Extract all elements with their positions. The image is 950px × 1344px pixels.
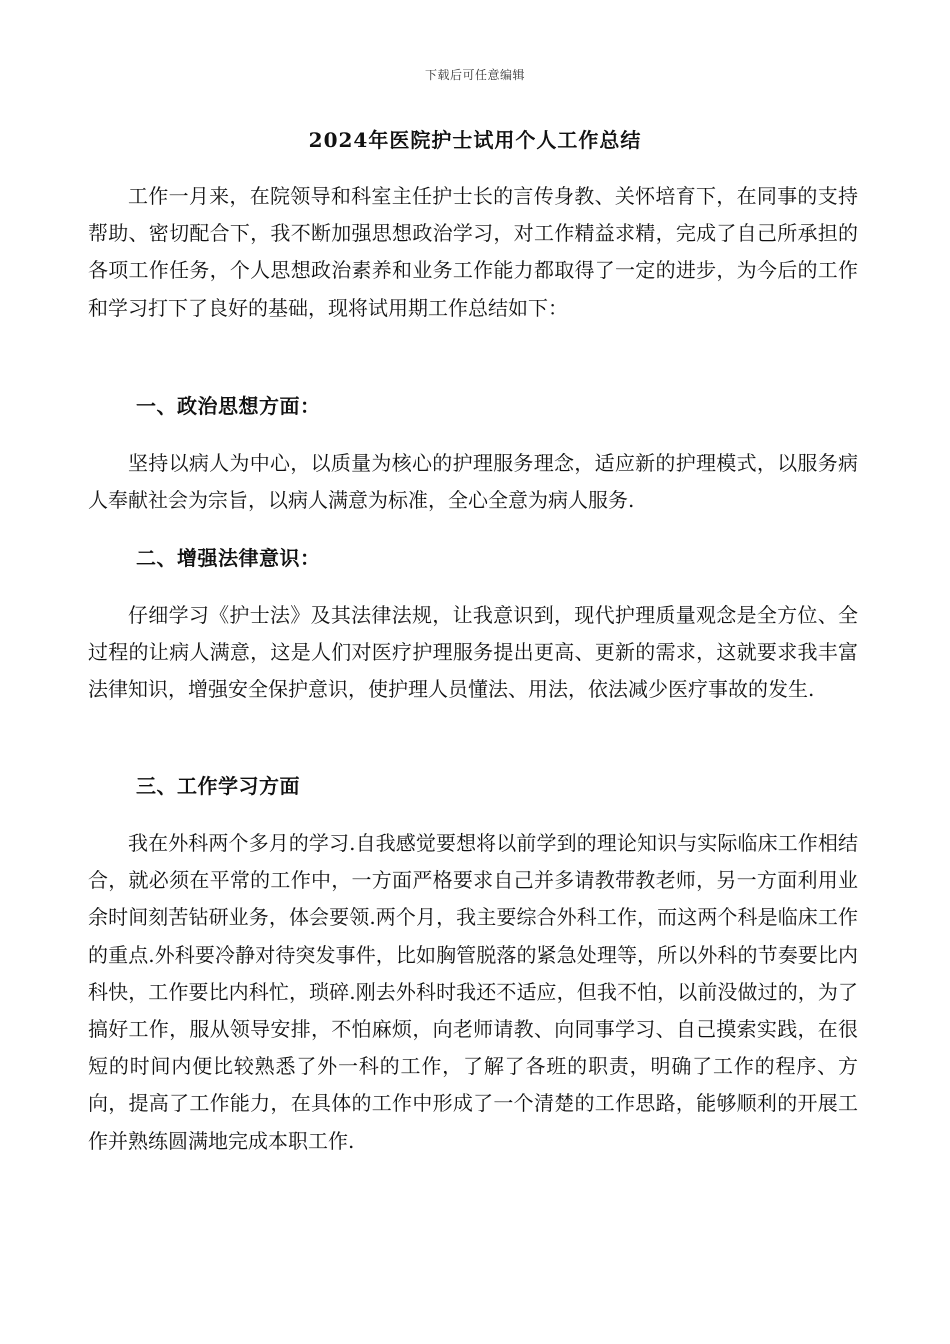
section-body-work-study: 我在外科两个多月的学习.自我感觉要想将以前学到的理论知识与实际临床工作相结合，就必须在平常的工作中，一方面严格要求自己并多请教带教老师，另一方面利用业余时间刻苦钻研业务，体会要领.两个月，我主要综合外科工作，而这两个科是临床工作的重点.外科要冷静对待突发事件，比如胸管脱落的紧急处理等，所以外科的节奏要比内科快，工作要比内科忙，琐碎.刚去外科时我还不适应，但我不怕，以前没做过的，为了搞好工作，服从领导安排，不怕麻烦，向老师请教、向同事学习、自己摸索实践，在很短的时间内便比较熟悉了外一科的工作，了解了各班的职责，明确了工作的程序、方向，提高了工作能力，在具体的工作中形成了一个清楚的工作思路，能够顺利的开展工作并熟练圆满地完成本职工作. bbox=[88, 831, 858, 1153]
section-heading-political: 一、政治思想方面： bbox=[136, 394, 321, 418]
section-body-political: 坚持以病人为中心，以质量为核心的护理服务理念，适应新的护理模式，以服务病人奉献社会为宗旨，以病人满意为标准，全心全意为病人服务. bbox=[88, 451, 858, 513]
section-body-legal: 仔细学习《护士法》及其法律法规，让我意识到，现代护理质量观念是全方位、全过程的让病人满意，这是人们对医疗护理服务提出更高、更新的需求，这就要求我丰富法律知识，增强安全保护意识，使护理人员懂法、用法，依法减少医疗事故的发生. bbox=[88, 603, 858, 702]
section-heading-legal: 二、增强法律意识： bbox=[136, 546, 321, 570]
section-heading-work-study: 三、工作学习方面 bbox=[136, 774, 300, 798]
document-title: 2024年医院护士试用个人工作总结 bbox=[308, 128, 642, 152]
intro-paragraph: 工作一月来，在院领导和科室主任护士长的言传身教、关怀培育下，在同事的支持帮助、密切配合下，我不断加强思想政治学习，对工作精益求精，完成了自己所承担的各项工作任务，个人思想政治素养和业务工作能力都取得了一定的进步，为今后的工作和学习打下了良好的基础，现将试用期工作总结如下： bbox=[88, 184, 858, 320]
header-note: 下载后可任意编辑 bbox=[424, 68, 525, 82]
